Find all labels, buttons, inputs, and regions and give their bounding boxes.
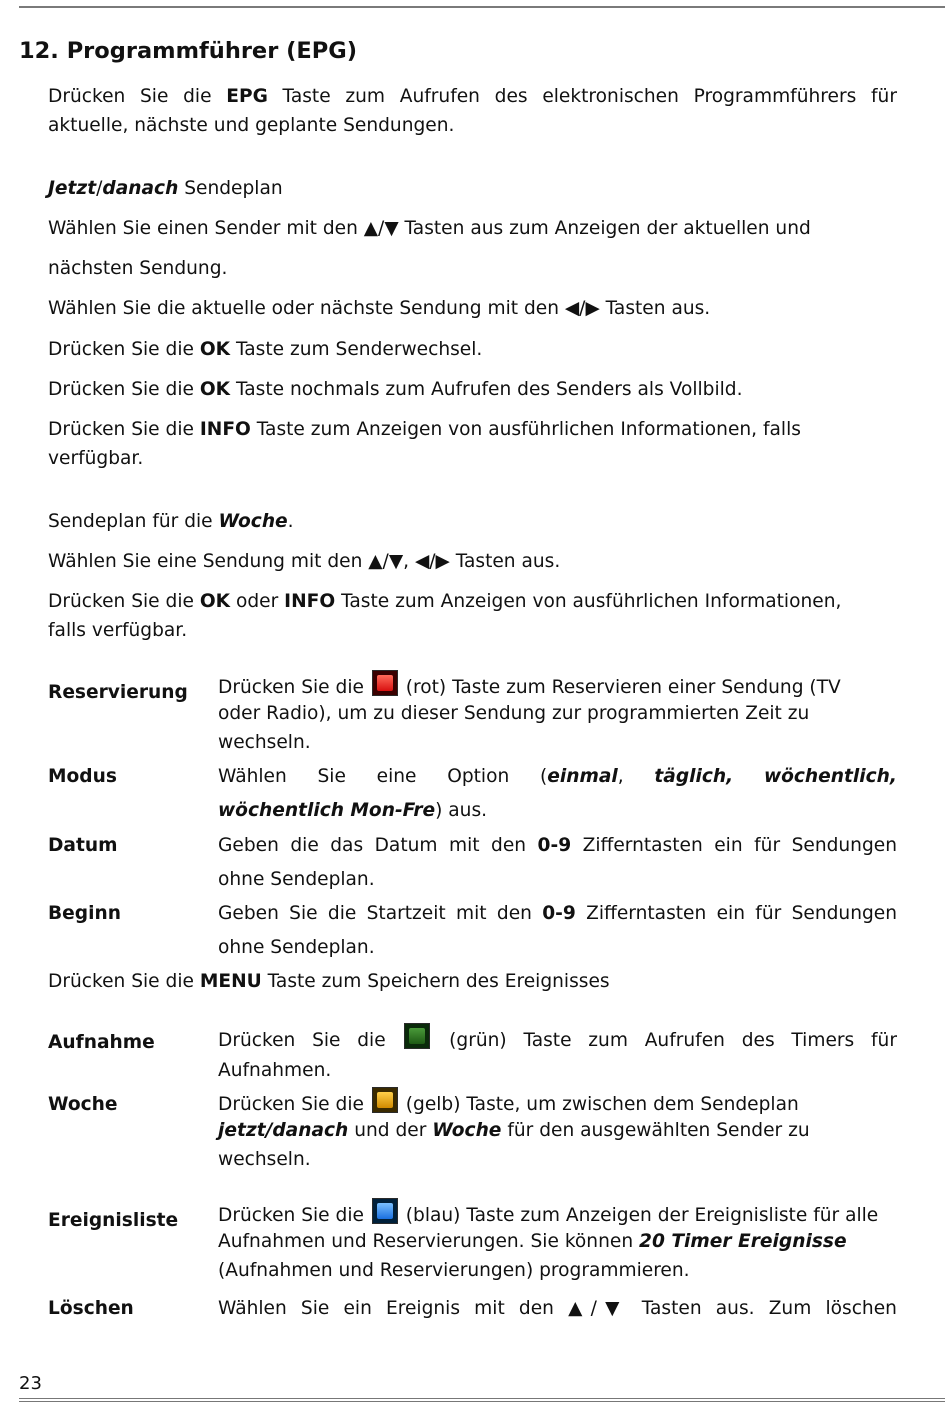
menu-save-line: Drücken Sie die MENU Taste zum Speichern des Ereignisses bbox=[48, 971, 610, 992]
green-key-icon bbox=[404, 1023, 430, 1049]
def-datum-line: ohne Sendeplan. bbox=[218, 869, 375, 890]
term-aufnahme: Aufnahme bbox=[48, 1032, 155, 1053]
def-woche-line: Drücken Sie die (gelb) Taste, um zwischen dem Sendeplan bbox=[218, 1087, 799, 1119]
section-title-week: Sendeplan für die Woche. bbox=[48, 511, 294, 532]
def-reservierung-line: oder Radio), um zu dieser Sendung zur programmierten Zeit zu bbox=[218, 703, 810, 724]
blue-key-icon bbox=[372, 1198, 398, 1224]
intro-line-2: aktuelle, nächste und geplante Sendungen. bbox=[48, 115, 455, 136]
paragraph-line: Wählen Sie die aktuelle oder nächste Sendung mit den ◀/▶ Tasten aus. bbox=[48, 298, 711, 319]
def-modus-line: Wählen Sie eine Option (einmal, täglich, wöchentlich, bbox=[218, 766, 897, 787]
term-beginn: Beginn bbox=[48, 903, 121, 924]
intro-line-1: Drücken Sie die EPG Taste zum Aufrufen des elektronischen Programmführers für bbox=[48, 86, 897, 107]
paragraph-line: Drücken Sie die OK Taste zum Senderwechsel. bbox=[48, 339, 483, 360]
paragraph-line: Drücken Sie die OK oder INFO Taste zum Anzeigen von ausführlichen Informationen, bbox=[48, 591, 842, 612]
term-reservierung: Reservierung bbox=[48, 682, 188, 703]
page-title: 12. Programmführer (EPG) bbox=[19, 38, 358, 64]
paragraph-line: nächsten Sendung. bbox=[48, 258, 228, 279]
def-reservierung-line: wechseln. bbox=[218, 732, 311, 753]
def-ereignisliste-line: Drücken Sie die (blau) Taste zum Anzeigen der Ereignisliste für alle bbox=[218, 1198, 878, 1230]
def-woche-line: jetzt/danach und der Woche für den ausgewählten Sender zu bbox=[218, 1120, 810, 1141]
term-woche: Woche bbox=[48, 1094, 118, 1115]
def-aufnahme-line: Drücken Sie die (grün) Taste zum Aufrufen des Timers für bbox=[218, 1023, 897, 1055]
def-modus-line: wöchentlich Mon-Fre) aus. bbox=[218, 800, 488, 821]
paragraph-line: verfügbar. bbox=[48, 448, 144, 469]
term-modus: Modus bbox=[48, 766, 117, 787]
paragraph-line: Wählen Sie eine Sendung mit den ▲/▼, ◀/▶ Tasten aus. bbox=[48, 551, 561, 572]
top-rule bbox=[19, 6, 945, 8]
def-ereignisliste-line: (Aufnahmen und Reservierungen) programmieren. bbox=[218, 1260, 690, 1281]
def-woche-line: wechseln. bbox=[218, 1149, 311, 1170]
def-reservierung-line: Drücken Sie die (rot) Taste zum Reservieren einer Sendung (TV bbox=[218, 670, 841, 702]
paragraph-line: falls verfügbar. bbox=[48, 620, 188, 641]
def-ereignisliste-line: Aufnahmen und Reservierungen. Sie können 20 Timer Ereignisse bbox=[218, 1231, 847, 1252]
term-loeschen: Löschen bbox=[48, 1298, 134, 1319]
def-loeschen-line: Wählen Sie ein Ereignis mit den ▲/▼ Tasten aus. Zum löschen bbox=[218, 1298, 897, 1319]
def-beginn-line: ohne Sendeplan. bbox=[218, 937, 375, 958]
term-ereignisliste: Ereignisliste bbox=[48, 1210, 179, 1231]
def-aufnahme-line: Aufnahmen. bbox=[218, 1060, 332, 1081]
paragraph-line: Drücken Sie die INFO Taste zum Anzeigen von ausführlichen Informationen, falls bbox=[48, 419, 801, 440]
def-beginn-line: Geben Sie die Startzeit mit den 0-9 Zifferntasten ein für Sendungen bbox=[218, 903, 898, 924]
paragraph-line: Drücken Sie die OK Taste nochmals zum Aufrufen des Senders als Vollbild. bbox=[48, 379, 743, 400]
yellow-key-icon bbox=[372, 1087, 398, 1113]
term-datum: Datum bbox=[48, 835, 118, 856]
section-title-now-next: Jetzt/danach Sendeplan bbox=[48, 178, 283, 199]
def-datum-line: Geben die das Datum mit den 0-9 Zifferntasten ein für Sendungen bbox=[218, 835, 897, 856]
red-key-icon bbox=[372, 670, 398, 696]
page-number: 23 bbox=[19, 1373, 42, 1394]
bottom-rule bbox=[19, 1398, 945, 1402]
paragraph-line: Wählen Sie einen Sender mit den ▲/▼ Tasten aus zum Anzeigen der aktuellen und bbox=[48, 218, 811, 239]
